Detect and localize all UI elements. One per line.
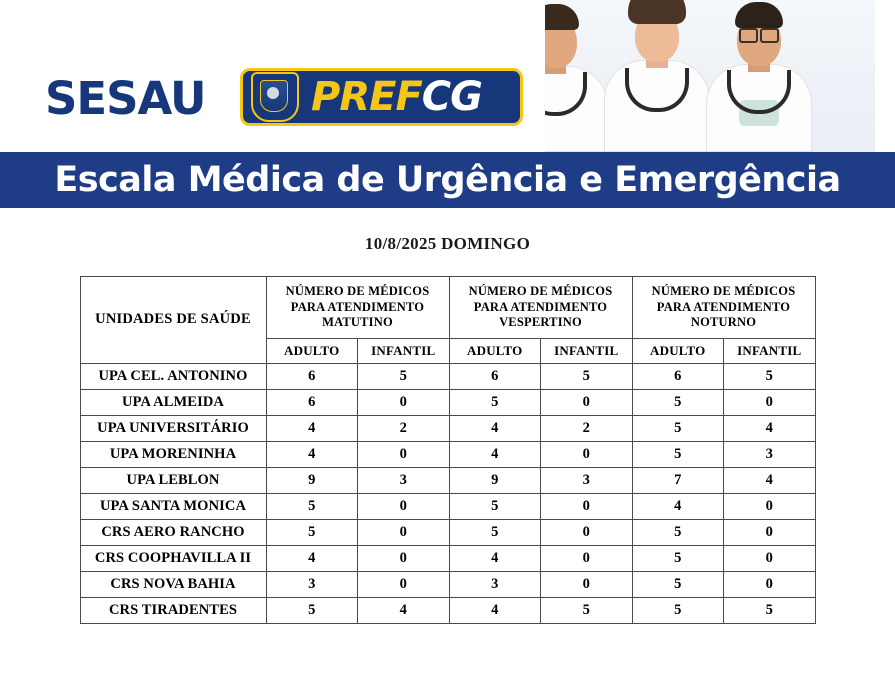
- header-matutino-adulto: ADULTO: [266, 338, 358, 363]
- cell-noturno-adulto: 6: [632, 363, 724, 389]
- unit-name: UPA SANTA MONICA: [80, 493, 266, 519]
- cell-noturno-adulto: 5: [632, 389, 724, 415]
- sesau-logo: SESAU: [45, 72, 206, 125]
- cell-matutino-infantil: 0: [358, 519, 450, 545]
- prefcg-wordmark: [311, 74, 482, 120]
- table-row: [80, 363, 815, 389]
- cell-noturno-adulto: 5: [632, 519, 724, 545]
- table-body: [80, 363, 815, 623]
- cell-noturno-adulto: 4: [632, 493, 724, 519]
- header-unidades-de-saude: UNIDADES DE SAÚDE: [80, 277, 266, 364]
- cell-noturno-adulto: 5: [632, 545, 724, 571]
- date-label: 10/8/2025 DOMINGO: [364, 234, 531, 253]
- cell-matutino-adulto: 3: [266, 571, 358, 597]
- header-vespertino-infantil: INFANTIL: [541, 338, 633, 363]
- cell-vespertino-infantil: 3: [541, 467, 633, 493]
- unit-name: CRS COOPHAVILLA II: [80, 545, 266, 571]
- cell-vespertino-infantil: 0: [541, 519, 633, 545]
- cell-matutino-adulto: 5: [266, 519, 358, 545]
- table-head: [80, 277, 815, 364]
- unit-name: CRS AERO RANCHO: [80, 519, 266, 545]
- cell-noturno-adulto: 5: [632, 597, 724, 623]
- cell-matutino-infantil: 0: [358, 441, 450, 467]
- cell-vespertino-infantil: 0: [541, 545, 633, 571]
- cell-vespertino-adulto: 4: [449, 441, 541, 467]
- cell-noturno-infantil: 3: [724, 441, 816, 467]
- cell-vespertino-adulto: 5: [449, 389, 541, 415]
- header-noturno-adulto: ADULTO: [632, 338, 724, 363]
- unit-name: CRS NOVA BAHIA: [80, 571, 266, 597]
- prefcg-cg-text: CG: [421, 74, 482, 120]
- cell-matutino-adulto: 4: [266, 415, 358, 441]
- cell-noturno-infantil: 0: [724, 389, 816, 415]
- cell-vespertino-adulto: 4: [449, 415, 541, 441]
- cell-noturno-infantil: 0: [724, 519, 816, 545]
- cell-vespertino-adulto: 6: [449, 363, 541, 389]
- cell-vespertino-adulto: 5: [449, 519, 541, 545]
- unit-name: UPA UNIVERSITÁRIO: [80, 415, 266, 441]
- page-title: Escala Médica de Urgência e Emergência: [54, 160, 841, 200]
- table-row: [80, 493, 815, 519]
- table-row: [80, 597, 815, 623]
- table-row: [80, 519, 815, 545]
- doctor-hair: [628, 0, 686, 24]
- cell-matutino-infantil: 5: [358, 363, 450, 389]
- table-row: [80, 467, 815, 493]
- unit-name: UPA LEBLON: [80, 467, 266, 493]
- schedule-table-container: [0, 276, 895, 624]
- cell-noturno-infantil: 5: [724, 363, 816, 389]
- prefcg-pref-text: PREF: [311, 74, 422, 120]
- cell-noturno-infantil: 0: [724, 493, 816, 519]
- unit-name: UPA ALMEIDA: [80, 389, 266, 415]
- cell-vespertino-infantil: 0: [541, 571, 633, 597]
- header-matutino-infantil: INFANTIL: [358, 338, 450, 363]
- cell-matutino-infantil: 2: [358, 415, 450, 441]
- cell-matutino-infantil: 0: [358, 545, 450, 571]
- cell-matutino-adulto: 9: [266, 467, 358, 493]
- table-row: [80, 571, 815, 597]
- table-row: [80, 441, 815, 467]
- unit-name: UPA CEL. ANTONINO: [80, 363, 266, 389]
- table-header-row-shifts: [80, 277, 815, 339]
- medical-team-photo: [545, 0, 875, 152]
- cell-matutino-infantil: 0: [358, 389, 450, 415]
- header-shift-matutino: NÚMERO DE MÉDICOS PARA ATENDIMENTO MATUTINO: [266, 277, 449, 339]
- cell-noturno-adulto: 7: [632, 467, 724, 493]
- header-vespertino-adulto: ADULTO: [449, 338, 541, 363]
- cell-matutino-infantil: 0: [358, 571, 450, 597]
- cell-vespertino-infantil: 5: [541, 597, 633, 623]
- header-noturno-infantil: INFANTIL: [724, 338, 816, 363]
- cell-matutino-adulto: 4: [266, 545, 358, 571]
- header-shift-noturno: NÚMERO DE MÉDICOS PARA ATENDIMENTO NOTURNO: [632, 277, 815, 339]
- cell-matutino-adulto: 5: [266, 597, 358, 623]
- cell-matutino-infantil: 4: [358, 597, 450, 623]
- page-header: [0, 0, 895, 152]
- cell-vespertino-infantil: 0: [541, 441, 633, 467]
- prefcg-logo: [240, 68, 523, 126]
- cell-noturno-adulto: 5: [632, 415, 724, 441]
- table-row: [80, 389, 815, 415]
- cell-vespertino-adulto: 4: [449, 597, 541, 623]
- cell-vespertino-adulto: 5: [449, 493, 541, 519]
- table-row: [80, 415, 815, 441]
- cell-matutino-adulto: 6: [266, 363, 358, 389]
- schedule-table: [80, 276, 816, 624]
- cell-vespertino-infantil: 2: [541, 415, 633, 441]
- cell-noturno-infantil: 0: [724, 545, 816, 571]
- cell-noturno-infantil: 5: [724, 597, 816, 623]
- table-row: [80, 545, 815, 571]
- page-title-bar: [0, 152, 895, 208]
- unit-name: UPA MORENINHA: [80, 441, 266, 467]
- cell-matutino-infantil: 3: [358, 467, 450, 493]
- cell-vespertino-infantil: 0: [541, 493, 633, 519]
- cell-noturno-infantil: 0: [724, 571, 816, 597]
- cell-vespertino-adulto: 3: [449, 571, 541, 597]
- cell-noturno-infantil: 4: [724, 467, 816, 493]
- cell-noturno-adulto: 5: [632, 441, 724, 467]
- unit-name: CRS TIRADENTES: [80, 597, 266, 623]
- glasses-icon: [739, 26, 779, 40]
- header-shift-vespertino: NÚMERO DE MÉDICOS PARA ATENDIMENTO VESPERTINO: [449, 277, 632, 339]
- cell-matutino-adulto: 6: [266, 389, 358, 415]
- cell-vespertino-infantil: 0: [541, 389, 633, 415]
- cell-noturno-adulto: 5: [632, 571, 724, 597]
- cell-vespertino-infantil: 5: [541, 363, 633, 389]
- cell-matutino-adulto: 5: [266, 493, 358, 519]
- cell-vespertino-adulto: 4: [449, 545, 541, 571]
- cell-matutino-infantil: 0: [358, 493, 450, 519]
- city-crest-icon: [251, 72, 299, 122]
- cell-vespertino-adulto: 9: [449, 467, 541, 493]
- cell-noturno-infantil: 4: [724, 415, 816, 441]
- cell-matutino-adulto: 4: [266, 441, 358, 467]
